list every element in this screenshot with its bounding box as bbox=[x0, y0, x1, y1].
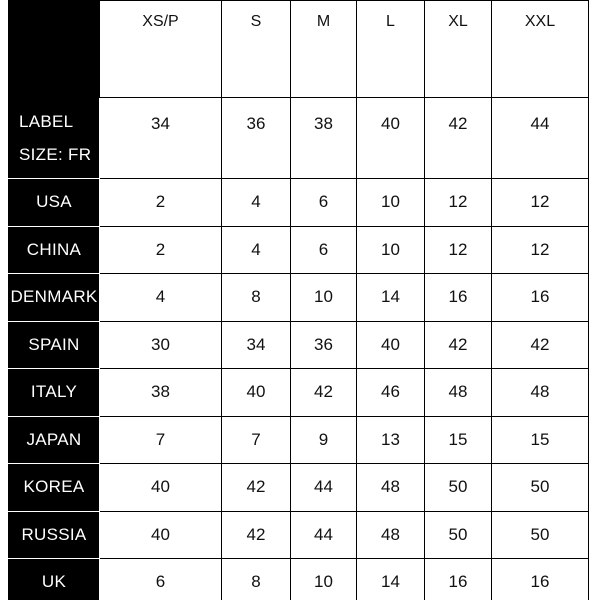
size-cell: 2 bbox=[100, 179, 222, 227]
column-header: XS/P bbox=[100, 1, 222, 98]
size-cell: 14 bbox=[357, 274, 425, 322]
row-header-country: CHINA bbox=[9, 226, 100, 274]
size-cell: 38 bbox=[100, 369, 222, 417]
size-cell: 34 bbox=[222, 321, 291, 369]
size-cell: 16 bbox=[492, 274, 589, 322]
size-cell: 38 bbox=[291, 98, 357, 179]
size-cell: 40 bbox=[357, 98, 425, 179]
size-cell: 50 bbox=[425, 464, 492, 512]
size-cell: 50 bbox=[492, 464, 589, 512]
size-cell: 8 bbox=[222, 559, 291, 600]
size-cell: 50 bbox=[492, 511, 589, 559]
size-cell: 7 bbox=[100, 416, 222, 464]
size-cell: 44 bbox=[492, 98, 589, 179]
table-row bbox=[9, 559, 589, 600]
size-cell: 48 bbox=[357, 464, 425, 512]
size-cell: 48 bbox=[492, 369, 589, 417]
row-header-country: JAPAN bbox=[9, 416, 100, 464]
size-cell: 10 bbox=[291, 274, 357, 322]
size-cell: 48 bbox=[425, 369, 492, 417]
size-cell: 42 bbox=[222, 511, 291, 559]
column-header: M bbox=[291, 1, 357, 98]
row-header-country: KOREA bbox=[9, 464, 100, 512]
size-cell: 6 bbox=[291, 179, 357, 227]
size-cell: 14 bbox=[357, 559, 425, 600]
row-header-country: DENMARK bbox=[9, 274, 100, 322]
size-cell: 42 bbox=[492, 321, 589, 369]
size-cell: 10 bbox=[357, 226, 425, 274]
size-cell: 40 bbox=[357, 321, 425, 369]
table-row bbox=[9, 369, 589, 417]
row-header-country: ITALY bbox=[9, 369, 100, 417]
column-header: XL bbox=[425, 1, 492, 98]
column-header: L bbox=[357, 1, 425, 98]
size-cell: 16 bbox=[425, 559, 492, 600]
column-header: S bbox=[222, 1, 291, 98]
size-cell: 42 bbox=[425, 321, 492, 369]
size-cell: 10 bbox=[291, 559, 357, 600]
row-header-country: RUSSIA bbox=[9, 511, 100, 559]
size-cell: 40 bbox=[100, 511, 222, 559]
size-cell: 36 bbox=[291, 321, 357, 369]
row-header-country: USA bbox=[9, 179, 100, 227]
size-cell: 12 bbox=[425, 226, 492, 274]
size-cell: 40 bbox=[222, 369, 291, 417]
header-row bbox=[9, 1, 589, 98]
size-cell: 40 bbox=[100, 464, 222, 512]
size-cell: 42 bbox=[425, 98, 492, 179]
corner-cell bbox=[9, 1, 100, 98]
size-cell: 50 bbox=[425, 511, 492, 559]
size-cell: 48 bbox=[357, 511, 425, 559]
row-header-country: UK bbox=[9, 559, 100, 600]
size-cell: 34 bbox=[100, 98, 222, 179]
row-header-line1: LABEL bbox=[19, 112, 74, 131]
label-size-row bbox=[9, 98, 589, 179]
size-cell: 6 bbox=[100, 559, 222, 600]
table-row bbox=[9, 179, 589, 227]
table-row bbox=[9, 321, 589, 369]
table-row bbox=[9, 274, 589, 322]
size-cell: 42 bbox=[222, 464, 291, 512]
size-cell: 44 bbox=[291, 464, 357, 512]
size-conversion-table bbox=[8, 0, 589, 600]
table-row bbox=[9, 464, 589, 512]
row-header-country: SPAIN bbox=[9, 321, 100, 369]
size-cell: 16 bbox=[492, 559, 589, 600]
size-cell: 9 bbox=[291, 416, 357, 464]
size-cell: 46 bbox=[357, 369, 425, 417]
size-cell: 4 bbox=[222, 179, 291, 227]
size-cell: 2 bbox=[100, 226, 222, 274]
size-cell: 42 bbox=[291, 369, 357, 417]
column-header: XXL bbox=[492, 1, 589, 98]
size-cell: 4 bbox=[222, 226, 291, 274]
size-cell: 15 bbox=[425, 416, 492, 464]
row-header-label-size bbox=[9, 98, 100, 179]
size-cell: 7 bbox=[222, 416, 291, 464]
size-cell: 12 bbox=[492, 226, 589, 274]
size-cell: 16 bbox=[425, 274, 492, 322]
table-row bbox=[9, 226, 589, 274]
size-cell: 44 bbox=[291, 511, 357, 559]
table-row bbox=[9, 416, 589, 464]
size-cell: 30 bbox=[100, 321, 222, 369]
size-cell: 12 bbox=[425, 179, 492, 227]
size-cell: 12 bbox=[492, 179, 589, 227]
size-cell: 4 bbox=[100, 274, 222, 322]
size-cell: 13 bbox=[357, 416, 425, 464]
size-cell: 36 bbox=[222, 98, 291, 179]
row-header-line2: SIZE: FR bbox=[19, 145, 92, 164]
size-cell: 8 bbox=[222, 274, 291, 322]
table-row bbox=[9, 511, 589, 559]
size-cell: 15 bbox=[492, 416, 589, 464]
size-cell: 10 bbox=[357, 179, 425, 227]
size-cell: 6 bbox=[291, 226, 357, 274]
